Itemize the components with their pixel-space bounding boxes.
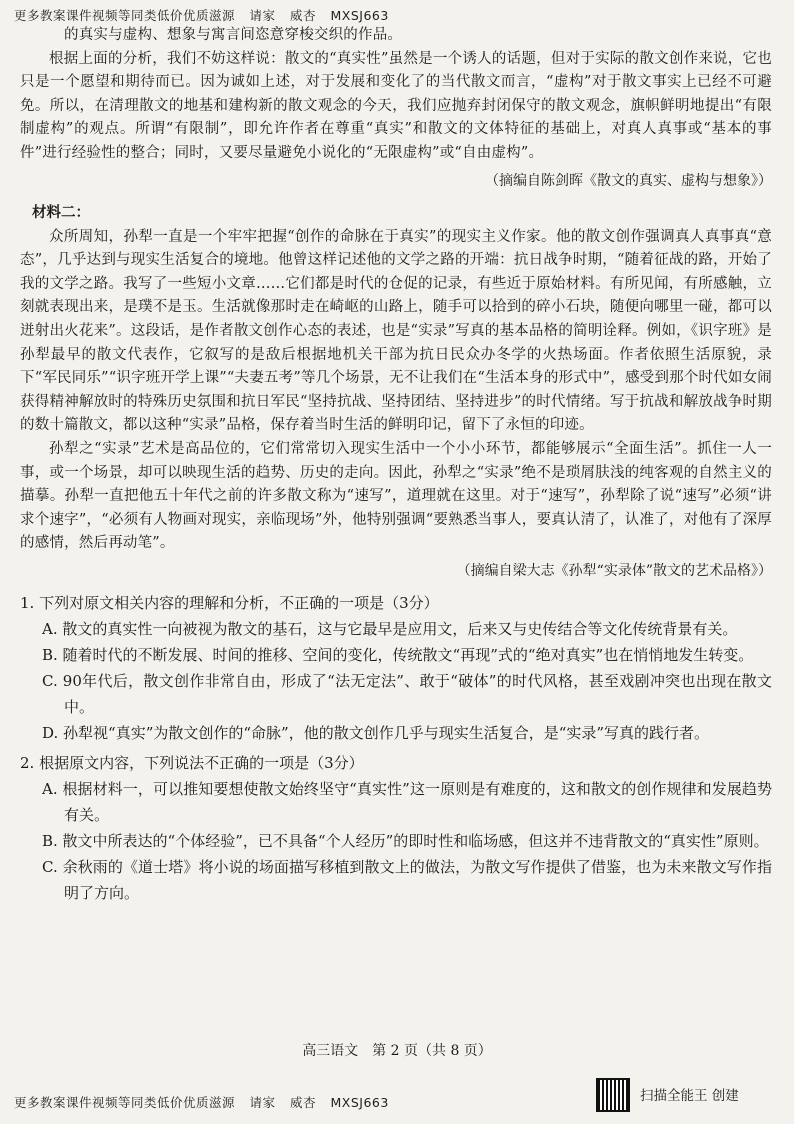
banner-contact-bottom: 请家 xyxy=(249,1095,276,1110)
qr-code-icon xyxy=(596,1078,630,1112)
material1-intro: 的真实与虚构、想象与寓言间恣意穿梭交织的作品。 xyxy=(64,27,403,43)
material2-label: 材料二： xyxy=(32,203,90,221)
material2-para1: 众所周知，孙犁一直是一个牢牢把握“创作的命脉在于真实”的现实主义作家。他的散文创作强调真人真事真“意态”，几乎达到与现实生活复合的境地。他曾这样记述他的文学之路的开端：抗日战争时期，“随着征战的路，开始了我的文学之路。我写了一些短小文章……它们都是时代的仓促的记录，有些近于原始材料。有所见闻，有所感触，立刻就表现出来，是璞不是玉。生活就像那时走在崎岖的山路上，随手可以拾到的碎小石块，随便向哪里一碰，都可以迸射出火花来”。这段话，是作者散文创作心态的表述，也是“实录”写真的基本品格的简明诠释。例如，《识字班》是孙犁最早的散文代表作，它叙写的是敌后根据地机关干部为抗日民众办冬学的火热场面。作者依照生活原貌，录下“军民同乐”“识字班开学上课”“夫妻五考”等几个场景，无不让我们在“生活本身的形式中”，感受到那个时代如女闹获得精神解放时的特殊历史氛围和抗日军民“坚持抗战、坚持团结、坚持进步”的时代情绪。写于抗战和解放战争时期的数十篇散文，都以这种“实录”品格，保存着当时生活的鲜明印记，留下了永恒的印迹。 xyxy=(20,228,772,434)
page-content xyxy=(20,24,772,906)
question-2-option-c: C. 余秋雨的《道士塔》将小说的场面描写移植到散文上的做法，为散文写作提供了借鉴，也为未来散文写作指明了方向。 xyxy=(42,857,772,902)
question-1 xyxy=(20,590,772,746)
banner-name-bottom: 威杏 xyxy=(290,1095,317,1110)
banner-code-bottom: MXSJ663 xyxy=(330,1095,389,1110)
banner-text: 更多教案课件视频等同类低价优质滋源 xyxy=(14,8,236,23)
question-2-option-a: A. 根据材料一，可以推知要想使散文始终坚守“真实性”这一原则是有难度的，这和散文的创作规律和发展趋势有关。 xyxy=(42,779,772,824)
banner-text-bottom: 更多教案课件视频等同类低价优质滋源 xyxy=(14,1095,236,1110)
question-1-option-d: D. 孙犁视“真实”为散文创作的“命脉”，他的散文创作几乎与现实生活复合，是“实录”写真的践行者。 xyxy=(42,723,710,742)
material1-body: 根据上面的分析，我们不妨这样说：散文的“真实性”虽然是一个诱人的话题，但对于实际的散文创作来说，它也只是一个愿望和期待而已。因为诚如上述，对于发展和变化了的当代散文而言，“虚构”对于散文事实上已经不可避免。所以，在清理散文的地基和建构新的散文观念的今天，我们应抛弃封闭保守的散文观念，旗帜鲜明地提出“有限制虚构”的观点。所谓“有限制”，即允许作者在尊重“真实”和散文的文体特征的基础上，对真人真事或“基本的事件”进行经验性的整合；同时，又要尽量避免小说化的“无限虚构”或“自由虚构”。 xyxy=(20,50,772,161)
banner-contact: 请家 xyxy=(249,8,276,23)
question-2 xyxy=(20,750,772,906)
material2-para2: 孙犁之“实录”艺术是高品位的，它们常常切入现实生活中一个小小环节，都能够展示“全面生活”。抓住一人一事，或一个场景，却可以映现生活的趋势、历史的走向。因此，孙犁之“实录”绝不是琐屑肤浅的纯客观的自然主义的描摹。孙犁一直把他五十年代之前的许多散文称为“速写”，道理就在这里。对于“速写”，孙犁除了说“速写”必须“讲求个速字”，“必须有人物画对现实，亲临现场”外，他特别强调“要熟悉当事人，要真认清了，认准了，对他有了深厚的感情，然后再动笔”。 xyxy=(20,440,772,552)
material2-source: （摘编自梁大志《孙犁“实录体”散文的艺术品格》） xyxy=(456,562,772,579)
material1-source: （摘编自陈剑晖《散文的真实、虚构与想象》） xyxy=(485,172,772,189)
banner-name: 威杏 xyxy=(290,8,317,23)
scanner-watermark: 扫描全能王 创建 xyxy=(640,1088,739,1104)
question-1-option-b: B. 随着时代的不断发展、时间的推移、空间的变化，传统散文“再现”式的“绝对真实”也在悄悄地发生转变。 xyxy=(42,645,754,664)
question-1-option-a: A. 散文的真实性一向被视为散文的基石，这与它最早是应用文，后来又与史传结合等文化传统背景有关。 xyxy=(42,619,738,638)
question-1-stem: 1. 下列对原文相关内容的理解和分析，不正确的一项是（3分） xyxy=(20,593,439,612)
question-2-stem: 2. 根据原文内容，下列说法不正确的一项是（3分） xyxy=(20,753,364,772)
page-footer: 高三语文 第 2 页（共 8 页） xyxy=(302,1043,492,1059)
banner-code: MXSJ663 xyxy=(330,8,389,23)
top-banner xyxy=(14,6,399,24)
bottom-banner xyxy=(14,1093,399,1111)
question-1-option-c: C. 90年代后，散文创作非常自由，形成了“法无定法”、敢于“破体”的时代风格，甚至戏剧冲突也出现在散文中。 xyxy=(42,671,772,716)
question-2-option-b: B. 散文中所表达的“个体经验”，已不具备“个人经历”的即时性和临场感，但这并不违背散文的“真实性”原则。 xyxy=(42,831,769,850)
